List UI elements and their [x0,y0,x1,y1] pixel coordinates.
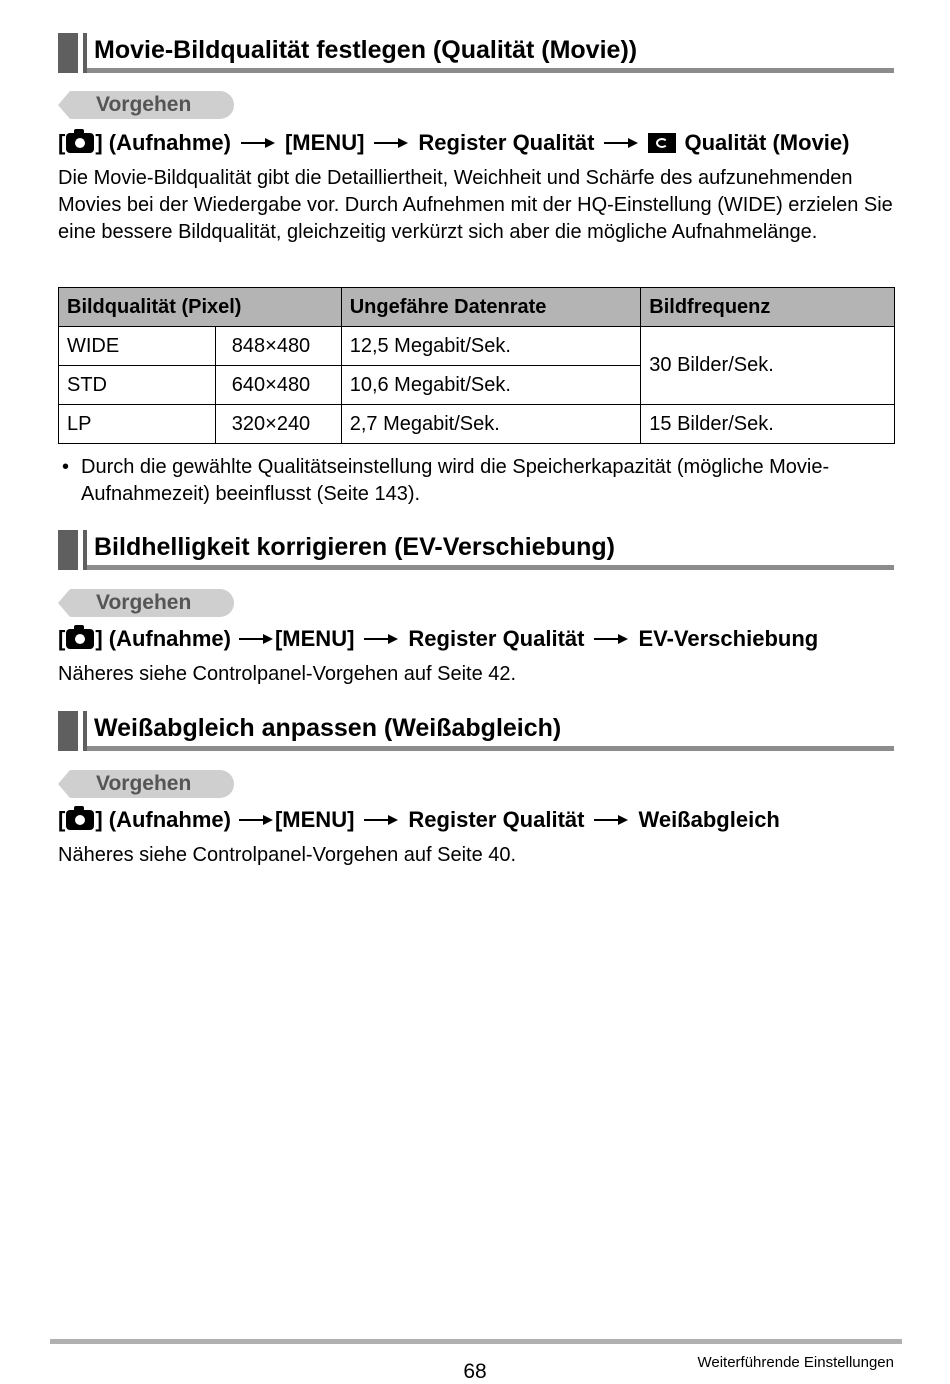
section-description: Näheres siehe Controlpanel-Vorgehen auf Seite 42. [58,663,517,685]
section-title: Movie-Bildqualität festlegen (Qualität (Movie)) [94,36,638,64]
table-header-row [59,288,895,327]
section-heading-ev-shift [58,530,894,570]
arrow-right-icon [594,634,628,644]
procedure-path: [ ] (Aufnahme) [MENU] Register Qualität EV-Verschiebung [58,626,819,651]
arrow-right-icon [594,815,628,825]
movie-quality-icon [648,133,676,153]
procedure-path: [ ] (Aufnahme) [MENU] Register Qualität Weißabgleich [58,807,780,832]
section-heading-white-balance [58,711,894,751]
section-description: Die Movie-Bildqualität gibt die Detailliertheit, Weichheit und Schärfe des aufzunehmenden Movies bei der Wiedergabe vor. Durch Aufnehmen mit der HQ-Einstellung (WIDE) erzielen Sie eine bessere Bildqualität, gleichzeitig verkürzt sich aber die mögliche Aufnahmelänge. [58,167,893,243]
arrow-right-icon [239,815,273,825]
camera-icon [66,133,94,153]
header-rate: Ungefähre Datenrate [341,288,641,327]
arrow-right-icon [374,138,408,148]
quality-table [58,287,895,444]
table-row: WIDE 848×480 12,5 Megabit/Sek. 30 Bilder/Sek. [59,327,895,366]
footer-divider [50,1339,902,1344]
header-quality: Bildqualität (Pixel) [59,288,342,327]
arrow-right-icon [604,138,638,148]
table-row: LP 320×240 2,7 Megabit/Sek. 15 Bilder/Sek. [59,405,895,444]
arrow-right-icon [364,815,398,825]
procedure-label: Vorgehen [58,589,234,617]
procedure-label: Vorgehen [58,770,234,798]
arrow-right-icon [364,634,398,644]
section-title: Bildhelligkeit korrigieren (EV-Verschiebung) [94,533,615,561]
table-row: STD 640×480 10,6 Megabit/Sek. [59,366,895,405]
chapter-label: Weiterführende Einstellungen [697,1354,894,1371]
section-heading-movie-quality [58,33,894,73]
camera-icon [66,629,94,649]
camera-icon [66,810,94,830]
section-title: Weißabgleich anpassen (Weißabgleich) [94,714,562,742]
procedure-path: [ ] (Aufnahme) [MENU] Register Qualität Qualität (Movie) [58,130,850,155]
header-fps: Bildfrequenz [641,288,895,327]
arrow-right-icon [241,138,275,148]
arrow-right-icon [239,634,273,644]
page-number: 68 [463,1360,487,1383]
procedure-label: Vorgehen [58,91,234,119]
section-description: Näheres siehe Controlpanel-Vorgehen auf Seite 40. [58,844,517,866]
